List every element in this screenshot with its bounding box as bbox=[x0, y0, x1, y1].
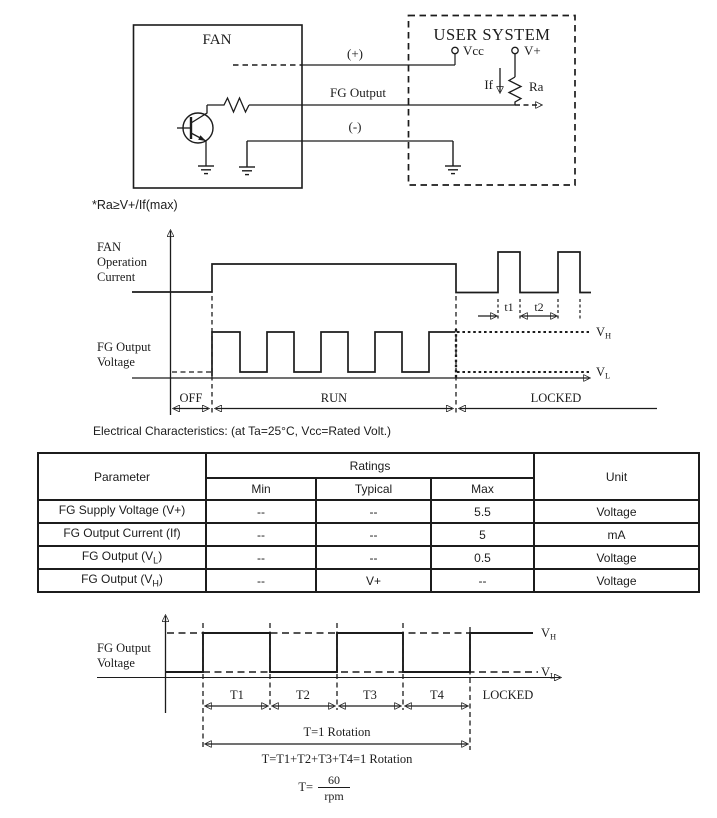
vh-label: $V_H$ bbox=[541, 626, 557, 642]
t-equals: T= bbox=[298, 780, 313, 794]
table-row bbox=[38, 569, 699, 592]
if-label: If bbox=[484, 77, 493, 92]
fg-axis-label bbox=[97, 641, 151, 670]
typical-cell: V+ bbox=[316, 569, 431, 592]
fan-box bbox=[134, 25, 303, 188]
ra-note: *Ra≥V+/If(max) bbox=[92, 198, 178, 212]
param-cell: FG Supply Voltage (V+) bbox=[38, 500, 206, 523]
param-cell: FG Output Current (If) bbox=[38, 523, 206, 546]
transistor-icon bbox=[177, 105, 213, 166]
fg-waveform bbox=[165, 633, 533, 672]
label-line: FAN bbox=[97, 240, 122, 254]
locked-label: LOCKED bbox=[530, 391, 582, 405]
interconnect-lines bbox=[233, 54, 541, 141]
label-line: Operation bbox=[97, 255, 147, 269]
vplus-terminal-icon bbox=[512, 47, 518, 53]
timing-diagram-2-svg bbox=[0, 600, 717, 818]
label-line: Voltage bbox=[97, 355, 135, 369]
min-cell: -- bbox=[206, 500, 316, 523]
max-cell: 5.5 bbox=[431, 500, 534, 523]
user-system-title: USER SYSTEM bbox=[433, 25, 551, 44]
min-cell: -- bbox=[206, 546, 316, 569]
t3-label: T3 bbox=[363, 688, 377, 702]
header-max: Max bbox=[431, 478, 534, 500]
vplus-label: V+ bbox=[524, 43, 541, 58]
ground-icon bbox=[198, 166, 214, 174]
fg-axis-label bbox=[97, 340, 151, 369]
t2-label: T2 bbox=[296, 688, 310, 702]
timing-diagram-1-svg bbox=[0, 215, 717, 429]
label-line: FG Output bbox=[97, 641, 151, 655]
header-typical: Typical bbox=[316, 478, 431, 500]
header-unit: Unit bbox=[534, 453, 699, 500]
user-system-box bbox=[409, 16, 576, 186]
fraction-numerator: 60 bbox=[328, 773, 340, 787]
min-cell: -- bbox=[206, 569, 316, 592]
sum-formula: T=T1+T2+T3+T4=1 Rotation bbox=[261, 752, 413, 766]
label-line: FG Output bbox=[97, 340, 151, 354]
t1-t2-dimension bbox=[478, 299, 580, 319]
typical-cell: -- bbox=[316, 546, 431, 569]
typical-cell: -- bbox=[316, 523, 431, 546]
fg-waveform bbox=[212, 332, 455, 376]
ground-icon bbox=[239, 141, 255, 175]
table-row bbox=[38, 500, 699, 523]
table-row bbox=[38, 523, 699, 546]
label-line: Voltage bbox=[97, 656, 135, 670]
max-cell: 5 bbox=[431, 523, 534, 546]
t1-label: t1 bbox=[504, 300, 514, 314]
electrical-characteristics-table bbox=[37, 452, 700, 593]
current-axis-label bbox=[97, 240, 148, 284]
label-line: Current bbox=[97, 270, 136, 284]
fraction-denominator: rpm bbox=[324, 789, 344, 803]
vh-label: $V_H$ bbox=[596, 325, 612, 341]
t1-label: T1 bbox=[230, 688, 244, 702]
vl-label: $V_L$ bbox=[596, 365, 611, 381]
max-cell: -- bbox=[431, 569, 534, 592]
vl-label: $V_L$ bbox=[541, 665, 556, 681]
unit-cell: mA bbox=[534, 523, 699, 546]
minus-label: (-) bbox=[348, 119, 362, 134]
vcc-terminal-icon bbox=[452, 47, 458, 53]
circuit-diagram-svg bbox=[0, 0, 717, 215]
ra-label: Ra bbox=[529, 79, 544, 94]
fg-output-label: FG Output bbox=[330, 85, 386, 100]
ground-icon bbox=[445, 141, 461, 174]
period-fraction-formula bbox=[298, 773, 350, 803]
locked-label: LOCKED bbox=[482, 688, 534, 702]
param-cell: FG Output $(V_L)$ bbox=[38, 546, 206, 569]
table-row bbox=[38, 546, 699, 569]
resistor-icon bbox=[509, 77, 521, 105]
typical-cell: -- bbox=[316, 500, 431, 523]
min-cell: -- bbox=[206, 523, 316, 546]
t2-label: t2 bbox=[534, 300, 544, 314]
header-min: Min bbox=[206, 478, 316, 500]
unit-cell: Voltage bbox=[534, 569, 699, 592]
off-label: OFF bbox=[179, 391, 203, 405]
header-parameter: Parameter bbox=[38, 453, 206, 500]
resistor-icon bbox=[207, 98, 249, 112]
fan-title: FAN bbox=[202, 32, 232, 48]
rotation-label: T=1 Rotation bbox=[303, 725, 371, 739]
unit-cell: Voltage bbox=[534, 546, 699, 569]
plus-label: (+) bbox=[347, 46, 363, 61]
unit-cell: Voltage bbox=[534, 500, 699, 523]
header-ratings: Ratings bbox=[206, 453, 534, 478]
run-label: RUN bbox=[320, 391, 348, 405]
t4-label: T4 bbox=[430, 688, 444, 702]
vcc-label: Vcc bbox=[463, 43, 484, 58]
param-cell: FG Output $(V_H)$ bbox=[38, 569, 206, 592]
table-caption: Electrical Characteristics: (at Ta=25°C, Vcc=Rated Volt.) bbox=[93, 424, 392, 438]
fan-current-waveform bbox=[132, 252, 591, 293]
max-cell: 0.5 bbox=[431, 546, 534, 569]
